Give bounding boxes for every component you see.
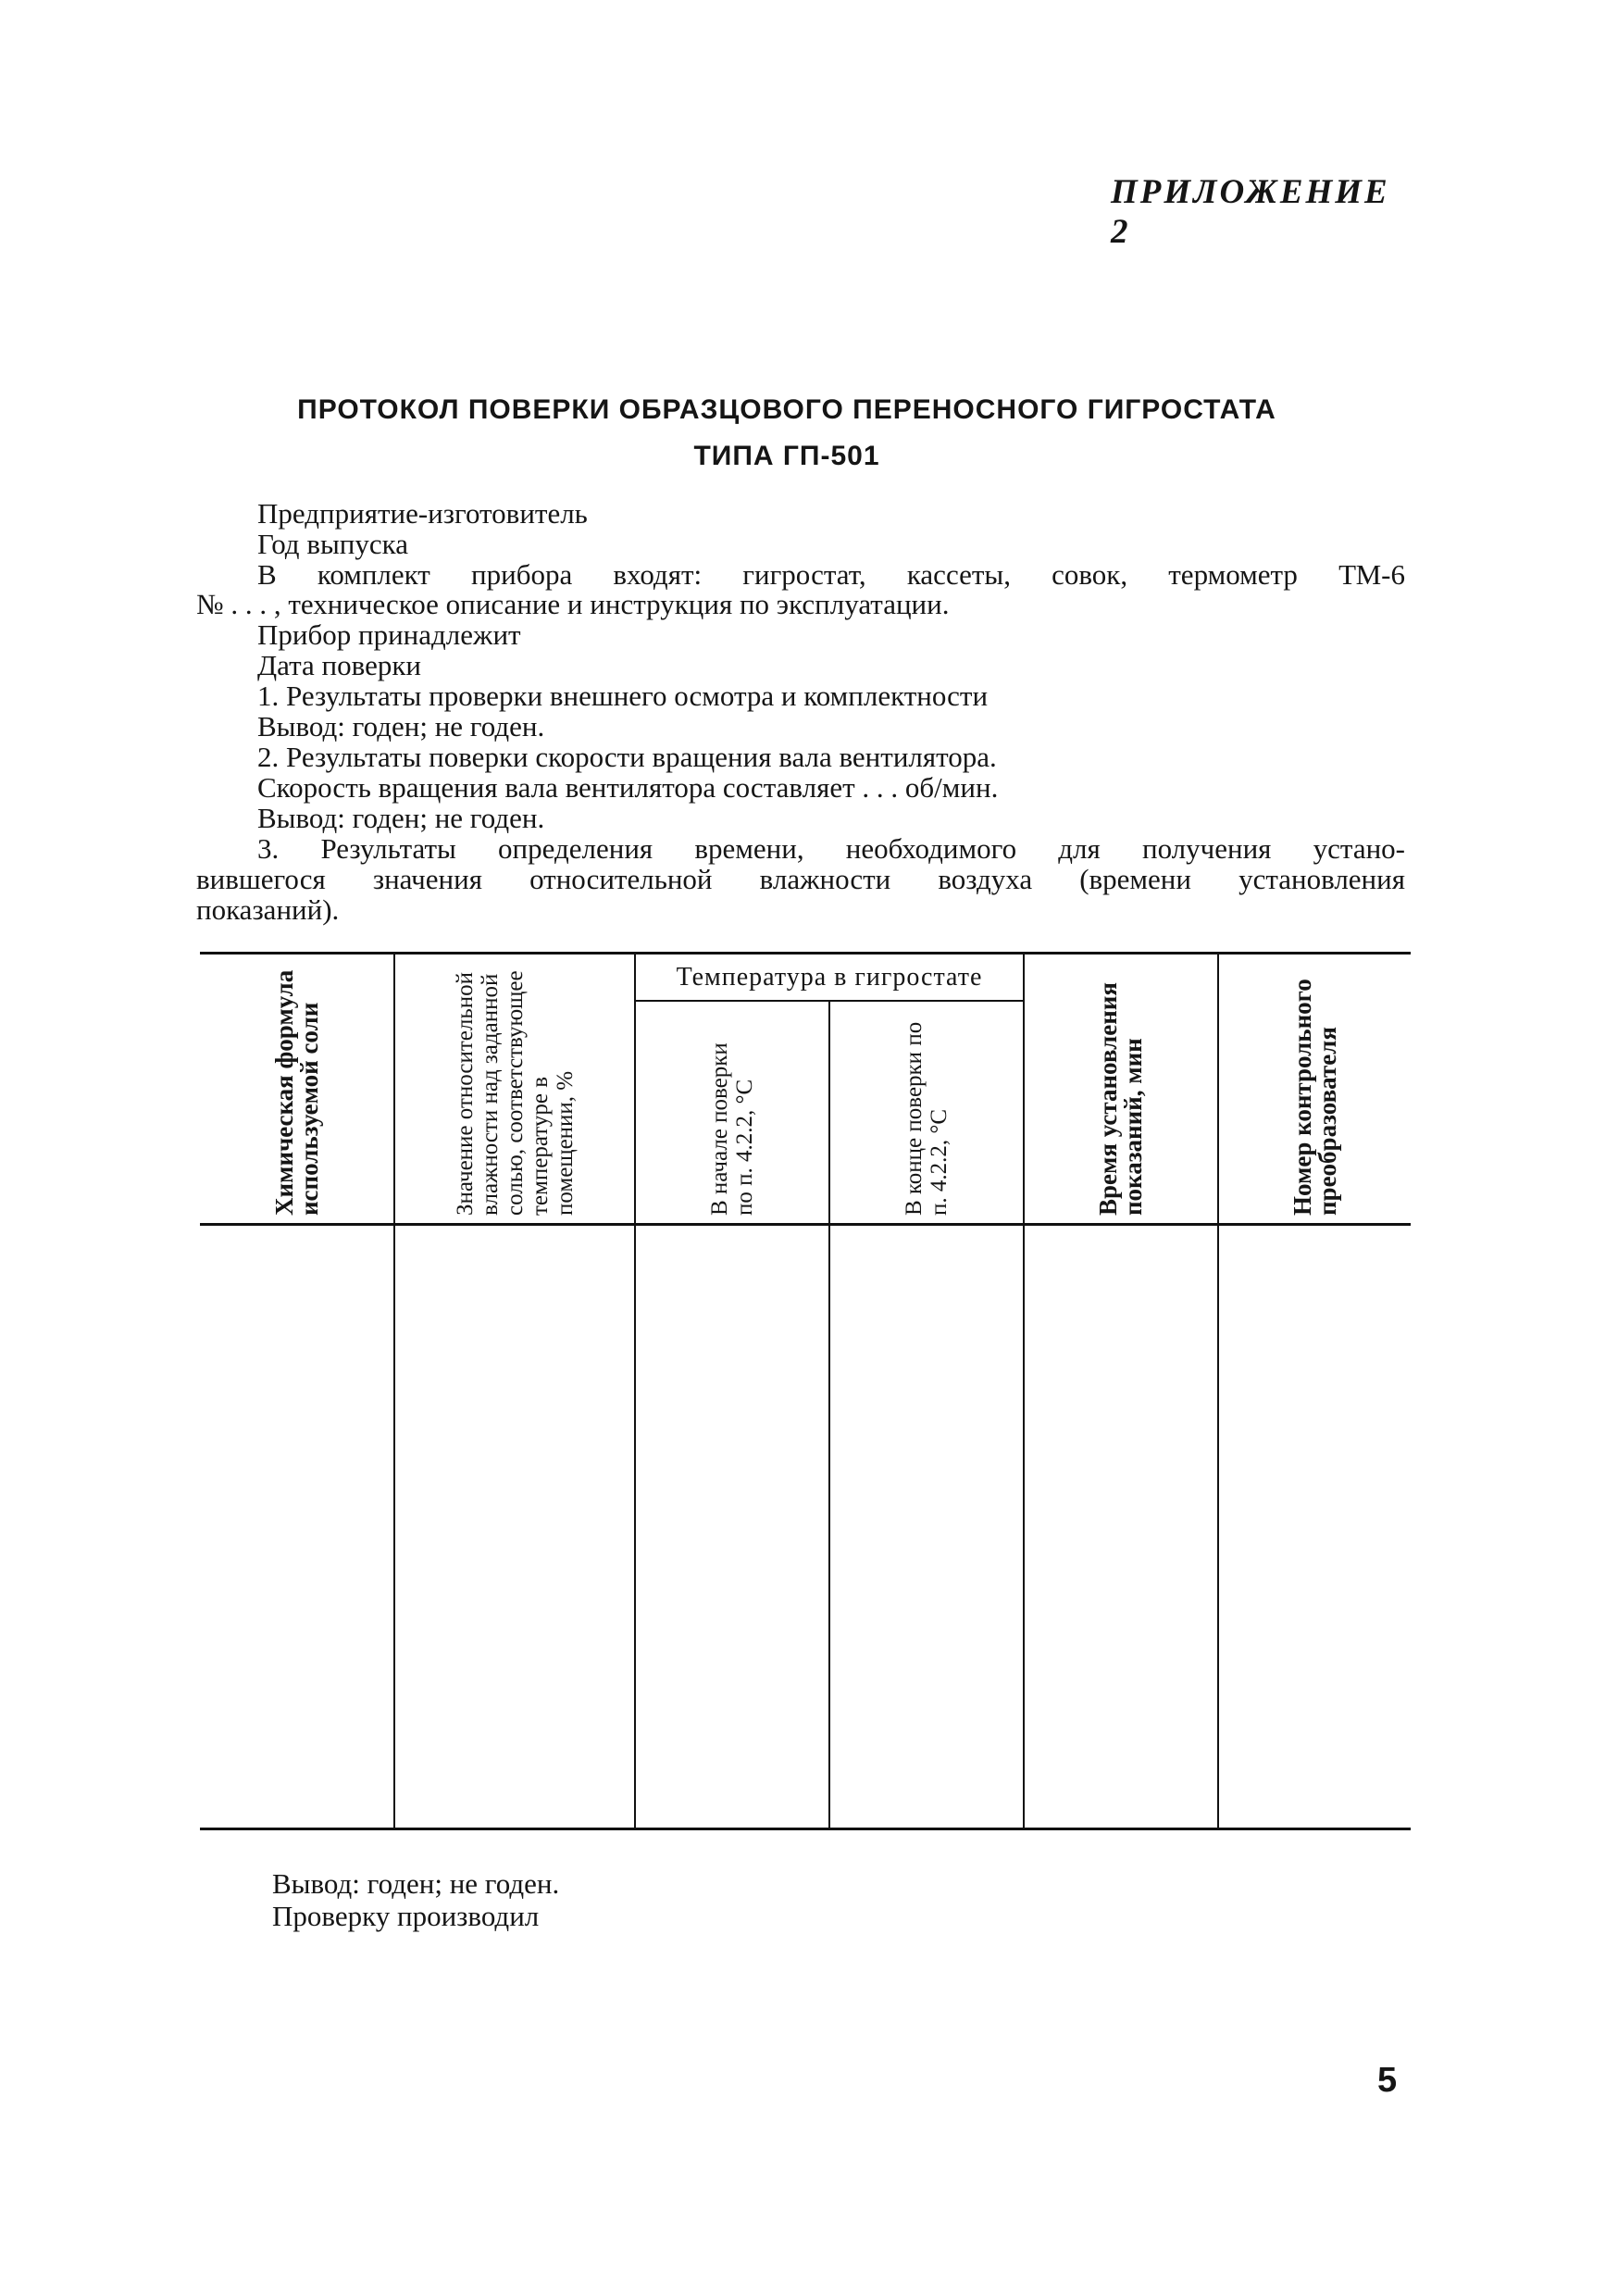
cell-humidity-value [394, 1225, 635, 1829]
item-2: 2. Результаты поверки скорости вращения вала вентилятора. [257, 741, 997, 773]
item-3-line-2: вившегося значения относительной влажности воздуха (времени установления [196, 863, 1405, 895]
kit-line-1: В комплект прибора входят: гигростат, кассеты, совок, термометр ТМ-6 [257, 558, 1405, 591]
cell-temp-end [829, 1225, 1024, 1829]
manufacturer-label: Предприятие-изготовитель [257, 497, 588, 530]
inspector-label: Проверку производил [272, 1900, 540, 1932]
header-salt-formula [200, 954, 394, 1225]
verdict-2: Вывод: годен; не годен. [257, 802, 545, 834]
verdict-1: Вывод: годен; не годен. [257, 710, 545, 742]
header-sensor-number-text: Номер контрольного преобразователя [1288, 979, 1341, 1216]
header-humidity-value-text: Значение относительной влажности над заданной солью, соответствующее температуре в помещении, % [452, 970, 578, 1216]
header-temp-end [829, 1001, 1024, 1224]
header-temperature-group: Температура в гигростате [635, 954, 1024, 1002]
header-humidity-value [394, 954, 635, 1225]
item-3-line-3: показаний). [196, 893, 340, 926]
owner-label: Прибор принадлежит [257, 618, 521, 651]
header-settling-time [1024, 954, 1218, 1225]
fan-speed: Скорость вращения вала вентилятора составляет . . . об/мин. [257, 771, 999, 804]
header-temp-end-text: В конце поверки по п. 4.2.2, °С [902, 1021, 952, 1216]
kit-line-2: № . . . , техническое описание и инструкция по эксплуатации. [196, 588, 950, 620]
year-label: Год выпуска [257, 528, 408, 560]
item-3-line-1: 3. Результаты определения времени, необходимого для получения устано- [257, 832, 1405, 865]
final-verdict: Вывод: годен; не годен. [272, 1867, 560, 1900]
header-settling-time-text: Время установления показаний, мин [1094, 982, 1147, 1216]
cell-sensor-number [1218, 1225, 1411, 1829]
cell-salt-formula [200, 1225, 394, 1829]
verification-table [200, 952, 1411, 1830]
table-row [200, 1225, 1411, 1829]
cell-temp-start [635, 1225, 829, 1829]
header-temp-start [635, 1001, 829, 1224]
document-title: ПРОТОКОЛ ПОВЕРКИ ОБРАЗЦОВОГО ПЕРЕНОСНОГО ГИГРОСТАТА [297, 394, 1276, 425]
date-label: Дата поверки [257, 649, 421, 681]
cell-settling-time [1024, 1225, 1218, 1829]
header-temp-start-text: В начале поверки по п. 4.2.2, °С [707, 1042, 757, 1216]
document-subtitle: ТИПА ГП-501 [693, 441, 880, 471]
appendix-label: ПРИЛОЖЕНИЕ 2 [1111, 173, 1390, 251]
page-number: 5 [1377, 2061, 1398, 2100]
item-1: 1. Результаты проверки внешнего осмотра и комплектности [257, 680, 989, 712]
header-salt-formula-text: Химическая формула используемой соли [269, 969, 323, 1216]
header-sensor-number [1218, 954, 1411, 1225]
